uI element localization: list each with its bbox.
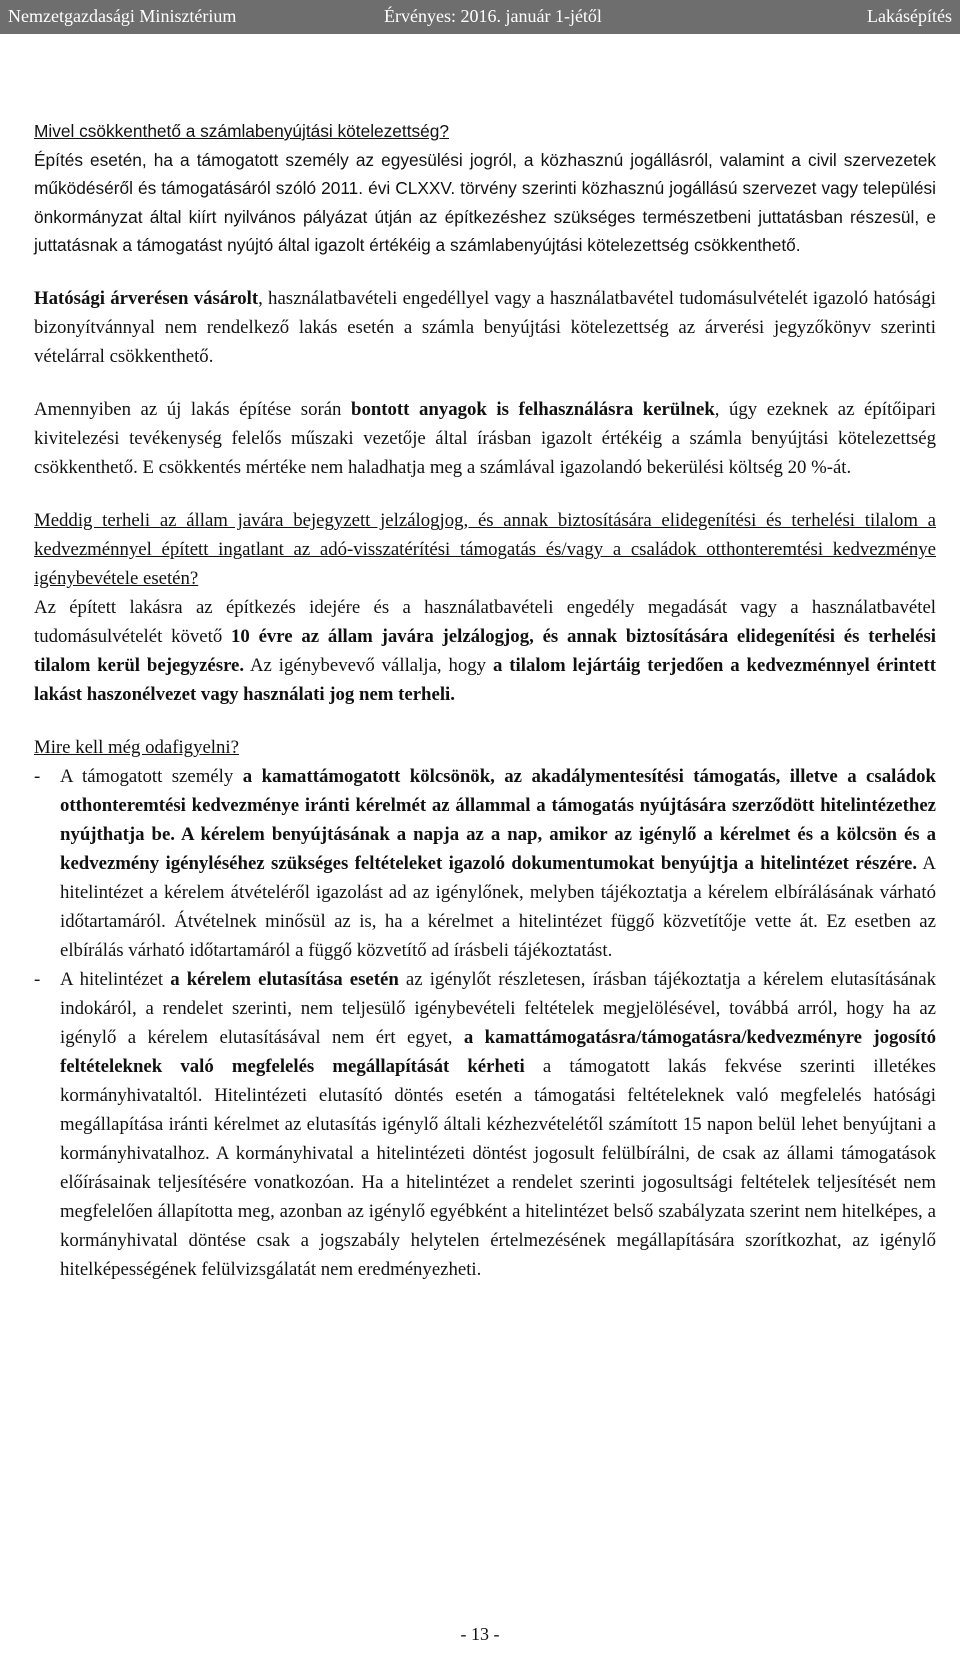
header-validity: Érvényes: 2016. január 1-jétől <box>384 6 602 26</box>
dash-bullet: - <box>34 968 41 990</box>
section3-part2: , úgy ezeknek az építőipari kivitelezési tevékenység felelős műszaki vezetője által írásban igazolt értékéig a számla benyújtási kötelezettség csökkenthető. E csökkentés mértéke nem haladhatja meg a számlával igazolandó bekerülési költség 20 %-át. <box>34 398 936 478</box>
page-number: - 13 - <box>460 1624 500 1644</box>
item1-part1: A támogatott személy <box>60 765 243 787</box>
item2-part3: a támogatott lakás fekvése szerinti illetékes kormányhivataltól. Hitelintézeti elutasító döntés esetén a támogatási feltételeknek való megfelelés hatósági megállapítása iránti kérelmet az elutasítás igénylő általi kézhezvételétől számított 15 napon belül lehet benyújtani a kormányhivatalhoz. A kormányhivatal a hitelintézeti döntést jogosult felülbírálni, de csak az állami támogatások előírásainak teljesítésére vonatkozóan. Ha a hitelintézet a rendelet szerinti jogosultsági feltételek teljesítését nem megfelelően állapította meg, azonban az igénylő egyébként a hitelintézet belső szabályzata szerint nem hitelképes, a kormányhivatal döntése csak a jogszabály helytelen értelmezésének megállapítására szorítkozhat, az igénylő hitelképességének felülvizsgálatát nem eredményezheti. <box>60 1055 936 1280</box>
section2-bold: Hatósági árverésen vásárolt <box>34 287 259 309</box>
item2-bold1: a kérelem elutasítása esetén <box>170 968 399 990</box>
section2-rest: , használatbavételi engedéllyel vagy a használatbavétel tudomásulvételét igazoló hatósági bizonyítvánnyal nem rendelkező lakás esetén a számla benyújtási kötelezettség az árverési jegyzőkönyv szerinti vételárral csökkenthető. <box>34 287 936 367</box>
list-item <box>34 762 936 965</box>
section1-question: Mivel csökkenthető a számlabenyújtási kötelezettség? <box>34 121 449 141</box>
section1-body: Építés esetén, ha a támogatott személy az egyesülési jogról, a közhasznú jogállásról, valamint a civil szervezetek működéséről és támogatásáról szóló 2011. évi CLXXV. törvény szerinti közhasznú jogállású szervezet vagy települési önkormányzat által kiírt nyilvános pályázat útján az építkezéshez szükséges természetbeni juttatásban részesül, e juttatásnak a támogatást nyújtó által igazolt értékéig a számlabenyújtási kötelezettség csökkenthető. <box>34 149 936 256</box>
section5-question: Mire kell még odafigyelni? <box>34 736 239 758</box>
item1-part2: A hitelintézet a kérelem átvételéről igazolást ad az igénylőnek, melyben tájékoztatja a kérelem elbírálásának várható időtartamáról. Átvételnek minősül az is, ha a kérelmet a hitelintézet függő közvetítője vette át. Ez esetben az elbírálás várható időtartamáról a függő közvetítő ad írásbeli tájékoztatást. <box>60 852 936 961</box>
section4-bold2: a tilalom lejártáig terjedően a kedvezménnyel érintett lakást haszonélvezet vagy használati jog nem terheli. <box>34 654 937 705</box>
dash-bullet: - <box>34 765 41 787</box>
section4-question: Meddig terheli az állam javára bejegyzett jelzálogjog, és annak biztosítására elidegenítési és terhelési tilalom a kedvezménnyel épített ingatlant az adó-visszatérítési támogatás és/vagy a családok otthonteremtési kedvezménye igénybevétele esetén? <box>34 509 936 589</box>
section4-part2: Az igénybevevő vállalja, hogy <box>244 654 493 676</box>
item2-bold2: a kamattámogatásra/támogatásra/kedvezményre jogosító feltételeknek való megfelelés megállapítását kérheti <box>60 1026 936 1077</box>
section4-part1: Az épített lakásra az építkezés idejére és a használatbavételi engedély megadását vagy a használatbavétel tudomásulvételét követő <box>34 596 936 647</box>
header-topic: Lakásépítés <box>867 6 952 26</box>
section3-paragraph <box>34 395 936 482</box>
list-item <box>34 965 936 1284</box>
section3-bold: bontott anyagok is felhasználásra kerülnek <box>351 398 715 420</box>
section4-bold1: 10 évre az állam javára jelzálogjog, és annak biztosítására elidegenítési és terhelési tilalom kerül bejegyzésre. <box>34 625 936 676</box>
document-body <box>34 117 936 1284</box>
section4-paragraph <box>34 593 936 709</box>
item2-part2: az igénylőt részletesen, írásban tájékoztatja a kérelem elutasításának indokáról, a rendelet szerinti, nem teljesülő igénybevételi feltételek megjelölésével, továbbá arról, hogy ha az igénylő a kérelem elutasításával nem ért egyet, <box>60 968 936 1048</box>
item1-bold1: a kamattámogatott kölcsönök, az akadálymentesítési támogatás, illetve a családok otthonteremtési kedvezménye iránti kérelmét az állammal a támogatás nyújtására szerződött hitelintézethez nyújthatja be. A kérelem benyújtásának a napja az a nap, amikor az igénylő a kérelmet és a kölcsön és a kedvezmény igényléséhez szükséges feltételeket igazoló dokumentumokat benyújtja a hitelintézet részére. <box>60 765 936 874</box>
item2-part1: A hitelintézet <box>60 968 171 990</box>
section3-part1: Amennyiben az új lakás építése során <box>34 398 351 420</box>
section2-paragraph <box>34 284 936 371</box>
header-bar <box>0 0 960 34</box>
header-ministry: Nemzetgazdasági Minisztérium <box>8 6 237 26</box>
